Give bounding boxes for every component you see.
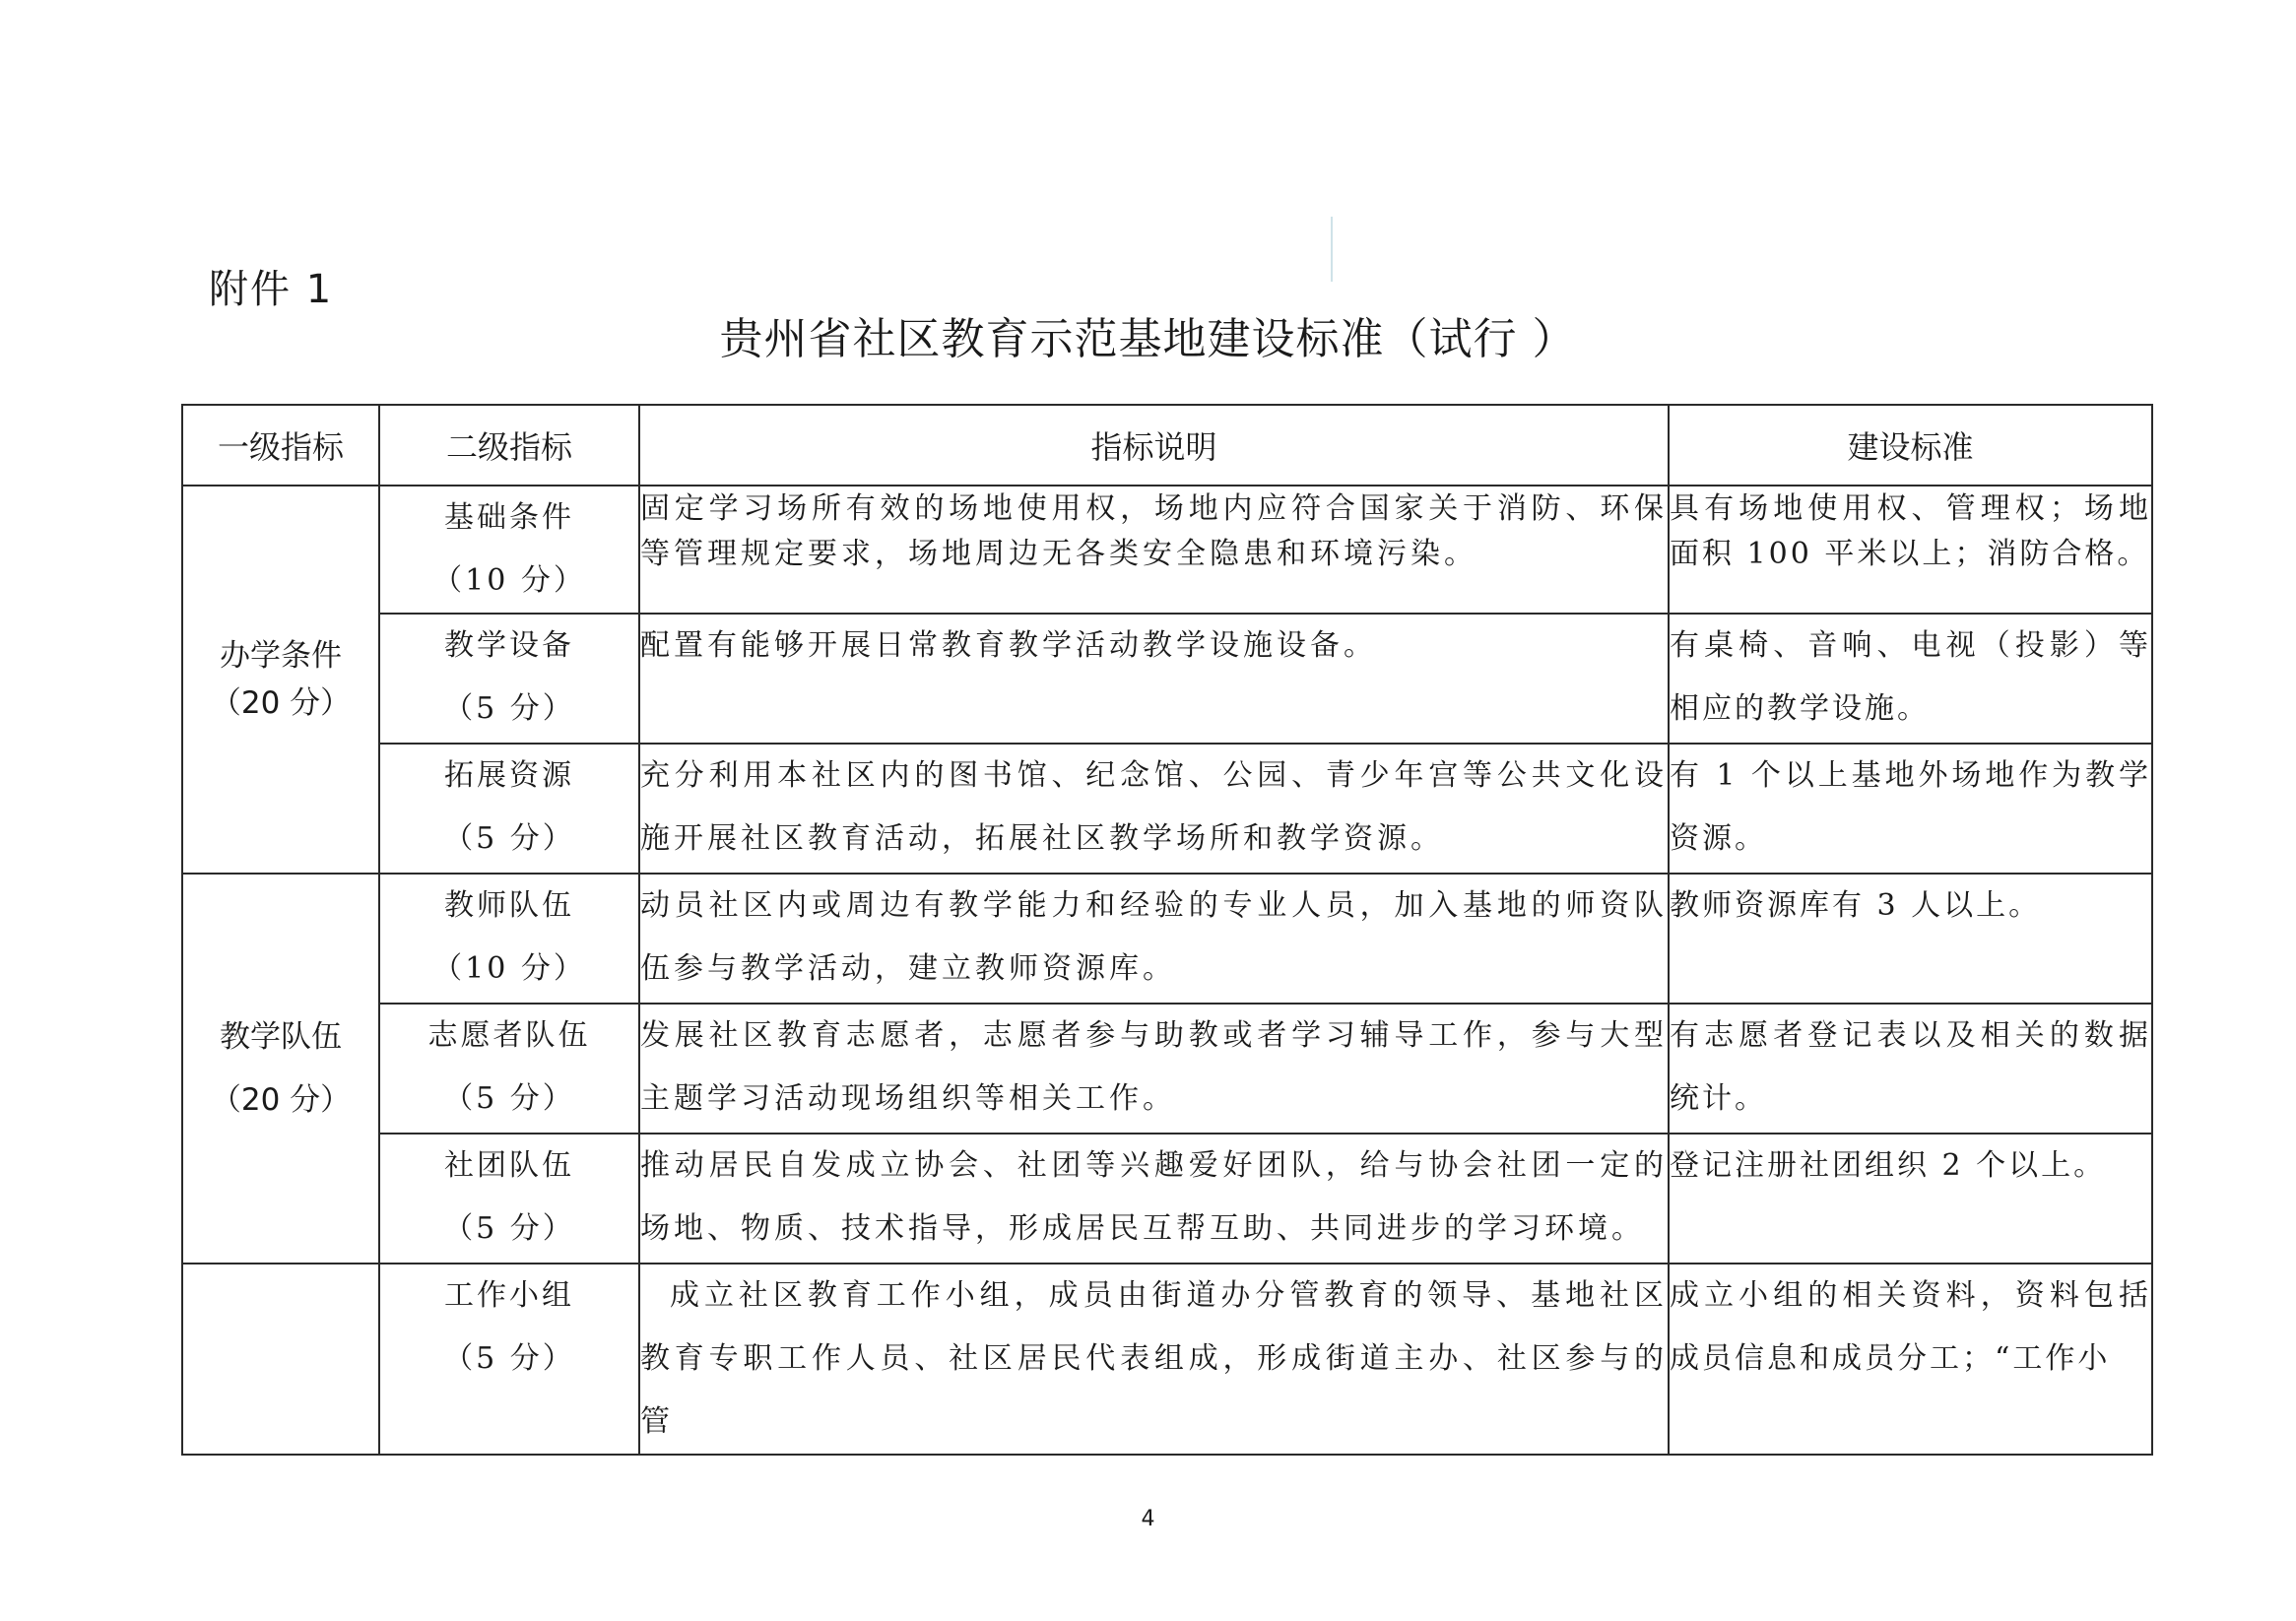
construction-standard: 教师资源库有 3 人以上。 bbox=[1669, 874, 2152, 1004]
table-row bbox=[182, 874, 2152, 1004]
construction-standard: 有 1 个以上基地外场地作为教学资源。 bbox=[1669, 744, 2152, 874]
secondary-indicator-score: （5 分） bbox=[443, 1211, 575, 1246]
secondary-indicator-name: 工作小组 bbox=[444, 1278, 574, 1313]
indicator-description: 充分利用本社区内的图书馆、纪念馆、公园、青少年宫等公共文化设施开展社区教育活动，拓展社区教学场所和教学资源。 bbox=[639, 744, 1669, 874]
construction-standard: 有桌椅、音响、电视（投影）等相应的教学设施。 bbox=[1669, 614, 2152, 744]
indicator-description: 发展社区教育志愿者，志愿者参与助教或者学习辅导工作，参与大型主题学习活动现场组织等相关工作。 bbox=[639, 1004, 1669, 1134]
primary-indicator-cell bbox=[182, 874, 379, 1264]
secondary-indicator-cell bbox=[379, 1134, 639, 1264]
secondary-indicator-score: （5 分） bbox=[443, 821, 575, 856]
secondary-indicator-cell bbox=[379, 614, 639, 744]
secondary-indicator-cell bbox=[379, 744, 639, 874]
secondary-indicator-name: 教师队伍 bbox=[444, 888, 574, 923]
table-row bbox=[182, 744, 2152, 874]
secondary-indicator-name: 教学设备 bbox=[444, 628, 574, 663]
primary-indicator-score: （20 分） bbox=[210, 1082, 352, 1118]
secondary-indicator-name: 拓展资源 bbox=[444, 758, 574, 793]
table-row bbox=[182, 614, 2152, 744]
secondary-indicator-score: （10 分） bbox=[432, 563, 586, 598]
indicator-description: 固定学习场所有效的场地使用权，场地内应符合国家关于消防、环保等管理规定要求，场地周边无各类安全隐患和环境污染。 bbox=[639, 486, 1669, 614]
secondary-indicator-cell bbox=[379, 486, 639, 614]
primary-indicator-cell bbox=[182, 1264, 379, 1455]
table-row bbox=[182, 486, 2152, 614]
construction-standard: 成立小组的相关资料，资料包括成员信息和成员分工；“工作小 bbox=[1669, 1264, 2152, 1455]
secondary-indicator-score: （5 分） bbox=[443, 1081, 575, 1116]
secondary-indicator-name: 志愿者队伍 bbox=[427, 1018, 591, 1053]
indicator-description: 配置有能够开展日常教育教学活动教学设施设备。 bbox=[639, 614, 1669, 744]
primary-indicator-name: 办学条件 bbox=[220, 638, 342, 674]
standards-table bbox=[181, 404, 2153, 1456]
secondary-indicator-score: （5 分） bbox=[443, 1341, 575, 1376]
construction-standard: 登记注册社团组织 2 个以上。 bbox=[1669, 1134, 2152, 1264]
indicator-description: 动员社区内或周边有教学能力和经验的专业人员，加入基地的师资队伍参与教学活动，建立教师资源库。 bbox=[639, 874, 1669, 1004]
page-number: 4 bbox=[1141, 1507, 1155, 1531]
secondary-indicator-score: （5 分） bbox=[443, 691, 575, 726]
scan-artifact-line bbox=[1331, 217, 1333, 282]
header-construction-standard: 建设标准 bbox=[1669, 405, 2152, 486]
construction-standard: 具有场地使用权、管理权；场地面积 100 平米以上；消防合格。 bbox=[1669, 486, 2152, 614]
construction-standard: 有志愿者登记表以及相关的数据统计。 bbox=[1669, 1004, 2152, 1134]
header-secondary-indicator: 二级指标 bbox=[379, 405, 639, 486]
header-indicator-description: 指标说明 bbox=[639, 405, 1669, 486]
secondary-indicator-cell bbox=[379, 1264, 639, 1455]
attachment-label: 附件 1 bbox=[209, 267, 334, 312]
primary-indicator-score: （20 分） bbox=[210, 685, 352, 721]
table-row bbox=[182, 1004, 2152, 1134]
secondary-indicator-name: 社团队伍 bbox=[444, 1148, 574, 1183]
indicator-description: 推动居民自发成立协会、社团等兴趣爱好团队，给与协会社团一定的场地、物质、技术指导，形成居民互帮互助、共同进步的学习环境。 bbox=[639, 1134, 1669, 1264]
header-primary-indicator: 一级指标 bbox=[182, 405, 379, 486]
table-row bbox=[182, 1134, 2152, 1264]
primary-indicator-name: 教学队伍 bbox=[220, 1019, 342, 1055]
secondary-indicator-score: （10 分） bbox=[432, 951, 586, 986]
table-row bbox=[182, 1264, 2152, 1455]
table-header-row bbox=[182, 405, 2152, 486]
indicator-description: 成立社区教育工作小组，成员由街道办分管教育的领导、基地社区教育专职工作人员、社区居民代表组成，形成街道主办、社区参与的管 bbox=[639, 1264, 1669, 1455]
document-title: 贵州省社区教育示范基地建设标准（试行 ） bbox=[719, 314, 1577, 364]
primary-indicator-cell bbox=[182, 486, 379, 874]
secondary-indicator-name: 基础条件 bbox=[444, 500, 574, 535]
secondary-indicator-cell bbox=[379, 1004, 639, 1134]
secondary-indicator-cell bbox=[379, 874, 639, 1004]
